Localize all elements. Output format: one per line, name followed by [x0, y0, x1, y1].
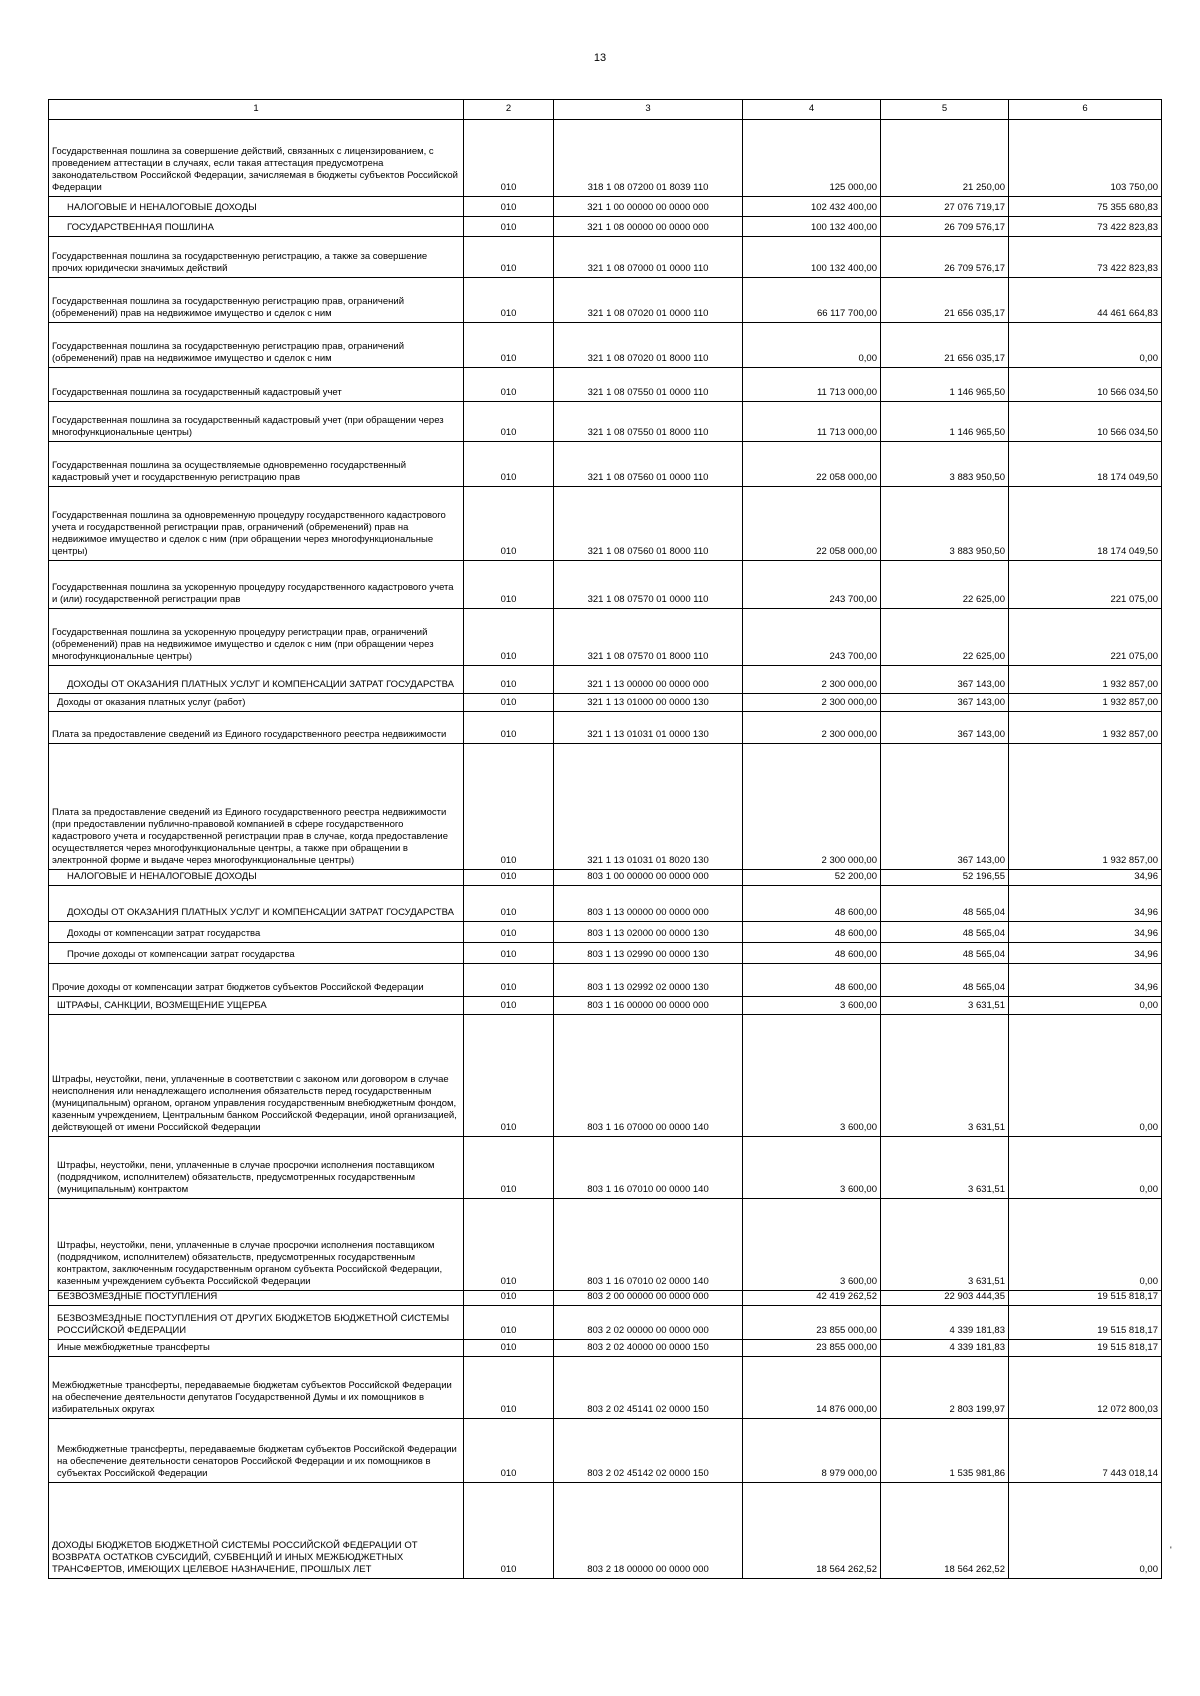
row-remaining-cell: 44 461 664,83: [1009, 278, 1162, 323]
row-plan-cell: 23 855 000,00: [743, 1340, 881, 1357]
table-row: [49, 964, 1162, 997]
row-executed-cell: 27 076 719,17: [881, 197, 1009, 217]
row-executed-cell: 3 631,51: [881, 1015, 1009, 1137]
row-executed-cell: 48 565,04: [881, 886, 1009, 922]
row-executed-cell: 22 903 444,35: [881, 1291, 1009, 1306]
row-remaining-cell: 7 443 018,14: [1009, 1419, 1162, 1483]
row-executed-cell: 21 656 035,17: [881, 278, 1009, 323]
row-executed-cell: 18 564 262,52: [881, 1483, 1009, 1579]
row-executed-cell: 48 565,04: [881, 964, 1009, 997]
row-code-cell: 010: [464, 1340, 554, 1357]
row-plan-cell: 22 058 000,00: [743, 487, 881, 561]
row-plan-cell: 48 600,00: [743, 886, 881, 922]
row-name-cell: Государственная пошлина за осуществляемые одновременно государственный кадастровый учет и государственную регистрацию прав: [49, 442, 464, 487]
row-remaining-cell: 34,96: [1009, 922, 1162, 943]
row-name-cell: ГОСУДАРСТВЕННАЯ ПОШЛИНА: [49, 217, 464, 237]
row-remaining-cell: 19 515 818,17: [1009, 1340, 1162, 1357]
row-plan-cell: 3 600,00: [743, 1137, 881, 1199]
scan-mark: ': [1170, 1545, 1172, 1555]
table-row: [49, 323, 1162, 368]
row-plan-cell: 102 432 400,00: [743, 197, 881, 217]
row-remaining-cell: 1 932 857,00: [1009, 712, 1162, 744]
table-row: [49, 744, 1162, 870]
table-row: [49, 1357, 1162, 1419]
row-name-cell: НАЛОГОВЫЕ И НЕНАЛОГОВЫЕ ДОХОДЫ: [49, 870, 464, 886]
row-plan-cell: 8 979 000,00: [743, 1419, 881, 1483]
row-name-cell: Государственная пошлина за государственную регистрацию прав, ограничений (обременений) прав на недвижимое имущество и сделок с ним: [49, 323, 464, 368]
row-name-cell: Штрафы, неустойки, пени, уплаченные в случае просрочки исполнения поставщиком (подрядчиком, исполнителем) обязательств, предусмотренных государственным (муниципальным) контрактом: [49, 1137, 464, 1199]
row-code-cell: 010: [464, 1291, 554, 1306]
row-name-cell: Доходы от компенсации затрат государства: [49, 922, 464, 943]
row-code-cell: 010: [464, 120, 554, 197]
row-code-cell: 010: [464, 1306, 554, 1340]
row-kbk-cell: 803 1 00 00000 00 0000 000: [554, 870, 743, 886]
row-code-cell: 010: [464, 922, 554, 943]
row-code-cell: 010: [464, 402, 554, 442]
row-code-cell: 010: [464, 323, 554, 368]
row-plan-cell: 22 058 000,00: [743, 442, 881, 487]
row-executed-cell: 48 565,04: [881, 943, 1009, 964]
row-code-cell: 010: [464, 1015, 554, 1137]
row-code-cell: 010: [464, 694, 554, 712]
row-remaining-cell: 0,00: [1009, 1483, 1162, 1579]
row-executed-cell: 3 883 950,50: [881, 442, 1009, 487]
row-executed-cell: 21 250,00: [881, 120, 1009, 197]
row-executed-cell: 22 625,00: [881, 609, 1009, 666]
row-kbk-cell: 803 2 02 45142 02 0000 150: [554, 1419, 743, 1483]
row-code-cell: 010: [464, 964, 554, 997]
row-kbk-cell: 321 1 00 00000 00 0000 000: [554, 197, 743, 217]
table-row: [49, 886, 1162, 922]
row-name-cell: Государственная пошлина за государственную регистрацию, а также за совершение прочих юридически значимых действий: [49, 237, 464, 278]
table-row: [49, 1291, 1162, 1306]
table-row: [49, 922, 1162, 943]
row-kbk-cell: 321 1 13 01031 01 0000 130: [554, 712, 743, 744]
table-row: [49, 120, 1162, 197]
row-name-cell: Прочие доходы от компенсации затрат государства: [49, 943, 464, 964]
row-name-cell: ДОХОДЫ БЮДЖЕТОВ БЮДЖЕТНОЙ СИСТЕМЫ РОССИЙСКОЙ ФЕДЕРАЦИИ ОТ ВОЗВРАТА ОСТАТКОВ СУБСИДИЙ, СУБВЕНЦИЙ И ИНЫХ МЕЖБЮДЖЕТНЫХ ТРАНСФЕРТОВ, ИМЕЮЩИХ ЦЕЛЕВОЕ НАЗНАЧЕНИЕ, ПРОШЛЫХ ЛЕТ: [49, 1483, 464, 1579]
row-name-cell: Межбюджетные трансферты, передаваемые бюджетам субъектов Российской Федерации на обеспечение деятельности сенаторов Российской Федерации и их помощников в субъектах Российской Федерации: [49, 1419, 464, 1483]
row-executed-cell: 52 196,55: [881, 870, 1009, 886]
table-row: [49, 278, 1162, 323]
header-cell-2: 2: [464, 100, 554, 120]
row-name-cell: Плата за предоставление сведений из Единого государственного реестра недвижимости: [49, 712, 464, 744]
row-kbk-cell: 321 1 08 07550 01 8000 110: [554, 402, 743, 442]
row-code-cell: 010: [464, 1357, 554, 1419]
table-row: [49, 1137, 1162, 1199]
row-remaining-cell: 12 072 800,03: [1009, 1357, 1162, 1419]
row-plan-cell: 11 713 000,00: [743, 368, 881, 402]
table-row: [49, 561, 1162, 609]
row-remaining-cell: 19 515 818,17: [1009, 1291, 1162, 1306]
row-code-cell: 010: [464, 666, 554, 694]
row-plan-cell: 48 600,00: [743, 922, 881, 943]
row-executed-cell: 4 339 181,83: [881, 1340, 1009, 1357]
row-name-cell: Государственная пошлина за ускоренную процедуру регистрации прав, ограничений (обременений) прав на недвижимое имущество и сделок с ним (при обращении через многофункциональные центры): [49, 609, 464, 666]
header-row: [49, 100, 1162, 120]
row-kbk-cell: 321 1 13 01031 01 8020 130: [554, 744, 743, 870]
row-remaining-cell: 1 932 857,00: [1009, 744, 1162, 870]
table-row: [49, 1199, 1162, 1291]
row-kbk-cell: 321 1 08 07560 01 8000 110: [554, 487, 743, 561]
row-executed-cell: 1 146 965,50: [881, 368, 1009, 402]
row-code-cell: 010: [464, 997, 554, 1015]
row-remaining-cell: 0,00: [1009, 1199, 1162, 1291]
row-name-cell: Иные межбюджетные трансферты: [49, 1340, 464, 1357]
row-remaining-cell: 34,96: [1009, 870, 1162, 886]
row-code-cell: 010: [464, 237, 554, 278]
table-row: [49, 694, 1162, 712]
row-name-cell: ДОХОДЫ ОТ ОКАЗАНИЯ ПЛАТНЫХ УСЛУГ И КОМПЕНСАЦИИ ЗАТРАТ ГОСУДАРСТВА: [49, 886, 464, 922]
table-row: [49, 1340, 1162, 1357]
row-code-cell: 010: [464, 744, 554, 870]
row-plan-cell: 3 600,00: [743, 997, 881, 1015]
row-executed-cell: 26 709 576,17: [881, 217, 1009, 237]
row-code-cell: 010: [464, 609, 554, 666]
row-plan-cell: 100 132 400,00: [743, 237, 881, 278]
row-executed-cell: 26 709 576,17: [881, 237, 1009, 278]
row-executed-cell: 3 631,51: [881, 997, 1009, 1015]
row-remaining-cell: 221 075,00: [1009, 561, 1162, 609]
row-remaining-cell: 75 355 680,83: [1009, 197, 1162, 217]
row-code-cell: 010: [464, 943, 554, 964]
row-name-cell: Штрафы, неустойки, пени, уплаченные в случае просрочки исполнения поставщиком (подрядчиком, исполнителем) обязательств, предусмотренных государственным контрактом, заключенным государственным органом субъекта Российской Федерации, казенным учреждением субъекта Российской Федерации: [49, 1199, 464, 1291]
table-row: [49, 870, 1162, 886]
row-plan-cell: 23 855 000,00: [743, 1306, 881, 1340]
row-remaining-cell: 0,00: [1009, 323, 1162, 368]
row-remaining-cell: 0,00: [1009, 997, 1162, 1015]
row-code-cell: 010: [464, 1419, 554, 1483]
row-name-cell: Плата за предоставление сведений из Единого государственного реестра недвижимости (при предоставлении публично-правовой компанией в сфере государственного кадастрового учета и государственной регистрации прав в случае, когда предоставление осуществляется через многофункциональные центры, а также при обращении в электронной форме и выдаче через многофункциональные центры): [49, 744, 464, 870]
row-kbk-cell: 803 2 02 40000 00 0000 150: [554, 1340, 743, 1357]
table-row: [49, 943, 1162, 964]
table-row: [49, 1419, 1162, 1483]
row-code-cell: 010: [464, 368, 554, 402]
row-remaining-cell: 0,00: [1009, 1015, 1162, 1137]
row-name-cell: БЕЗВОЗМЕЗДНЫЕ ПОСТУПЛЕНИЯ: [49, 1291, 464, 1306]
row-plan-cell: 0,00: [743, 323, 881, 368]
header-cell-3: 3: [554, 100, 743, 120]
row-plan-cell: 125 000,00: [743, 120, 881, 197]
row-executed-cell: 367 143,00: [881, 712, 1009, 744]
row-kbk-cell: 321 1 13 01000 00 0000 130: [554, 694, 743, 712]
row-kbk-cell: 803 1 13 00000 00 0000 000: [554, 886, 743, 922]
table-row: [49, 1483, 1162, 1579]
table-row: [49, 712, 1162, 744]
table-row: [49, 487, 1162, 561]
row-executed-cell: 1 535 981,86: [881, 1419, 1009, 1483]
row-plan-cell: 243 700,00: [743, 561, 881, 609]
row-kbk-cell: 318 1 08 07200 01 8039 110: [554, 120, 743, 197]
row-executed-cell: 3 631,51: [881, 1199, 1009, 1291]
revenue-table: [48, 99, 1162, 1579]
row-code-cell: 010: [464, 487, 554, 561]
row-executed-cell: 3 631,51: [881, 1137, 1009, 1199]
row-kbk-cell: 321 1 08 07570 01 0000 110: [554, 561, 743, 609]
header-cell-1: 1: [49, 100, 464, 120]
row-executed-cell: 4 339 181,83: [881, 1306, 1009, 1340]
row-remaining-cell: 1 932 857,00: [1009, 666, 1162, 694]
row-plan-cell: 42 419 262,52: [743, 1291, 881, 1306]
row-kbk-cell: 803 2 02 00000 00 0000 000: [554, 1306, 743, 1340]
row-code-cell: 010: [464, 1199, 554, 1291]
row-kbk-cell: 321 1 13 00000 00 0000 000: [554, 666, 743, 694]
row-plan-cell: 48 600,00: [743, 943, 881, 964]
row-plan-cell: 14 876 000,00: [743, 1357, 881, 1419]
row-name-cell: Государственная пошлина за государственный кадастровый учет: [49, 368, 464, 402]
row-name-cell: Доходы от оказания платных услуг (работ): [49, 694, 464, 712]
row-plan-cell: 2 300 000,00: [743, 744, 881, 870]
table-row: [49, 666, 1162, 694]
row-remaining-cell: 10 566 034,50: [1009, 402, 1162, 442]
row-kbk-cell: 803 1 16 07010 00 0000 140: [554, 1137, 743, 1199]
table-row: [49, 197, 1162, 217]
row-plan-cell: 100 132 400,00: [743, 217, 881, 237]
header-cell-5: 5: [881, 100, 1009, 120]
row-executed-cell: 367 143,00: [881, 694, 1009, 712]
row-kbk-cell: 803 1 13 02992 02 0000 130: [554, 964, 743, 997]
row-code-cell: 010: [464, 278, 554, 323]
row-remaining-cell: 34,96: [1009, 886, 1162, 922]
row-remaining-cell: 73 422 823,83: [1009, 237, 1162, 278]
row-kbk-cell: 803 1 16 07000 00 0000 140: [554, 1015, 743, 1137]
row-remaining-cell: 19 515 818,17: [1009, 1306, 1162, 1340]
table-row: [49, 237, 1162, 278]
row-plan-cell: 243 700,00: [743, 609, 881, 666]
row-name-cell: БЕЗВОЗМЕЗДНЫЕ ПОСТУПЛЕНИЯ ОТ ДРУГИХ БЮДЖЕТОВ БЮДЖЕТНОЙ СИСТЕМЫ РОССИЙСКОЙ ФЕДЕРАЦИИ: [49, 1306, 464, 1340]
row-kbk-cell: 803 1 13 02990 00 0000 130: [554, 943, 743, 964]
row-plan-cell: 11 713 000,00: [743, 402, 881, 442]
row-kbk-cell: 321 1 08 00000 00 0000 000: [554, 217, 743, 237]
row-name-cell: ШТРАФЫ, САНКЦИИ, ВОЗМЕЩЕНИЕ УЩЕРБА: [49, 997, 464, 1015]
table-row: [49, 442, 1162, 487]
row-code-cell: 010: [464, 561, 554, 609]
row-kbk-cell: 803 1 16 07010 02 0000 140: [554, 1199, 743, 1291]
row-remaining-cell: 1 932 857,00: [1009, 694, 1162, 712]
page-number: 13: [593, 52, 607, 64]
row-name-cell: Государственная пошлина за государственную регистрацию прав, ограничений (обременений) прав на недвижимое имущество и сделок с ним: [49, 278, 464, 323]
row-kbk-cell: 803 2 18 00000 00 0000 000: [554, 1483, 743, 1579]
row-remaining-cell: 221 075,00: [1009, 609, 1162, 666]
row-name-cell: Государственная пошлина за государственный кадастровый учет (при обращении через многофункциональные центры): [49, 402, 464, 442]
row-name-cell: Штрафы, неустойки, пени, уплаченные в соответствии с законом или договором в случае неисполнения или ненадлежащего исполнения обязательств перед государственным (муниципальным) органом, органом управления государственным внебюджетным фондом, казенным учреждением, Центральным банком Российской Федерации, иной организацией, действующей от имени Российской Федерации: [49, 1015, 464, 1137]
row-code-cell: 010: [464, 870, 554, 886]
table-row: [49, 1015, 1162, 1137]
row-plan-cell: 52 200,00: [743, 870, 881, 886]
row-kbk-cell: 321 1 08 07000 01 0000 110: [554, 237, 743, 278]
row-executed-cell: 3 883 950,50: [881, 487, 1009, 561]
row-remaining-cell: 18 174 049,50: [1009, 442, 1162, 487]
row-code-cell: 010: [464, 442, 554, 487]
row-name-cell: Государственная пошлина за одновременную процедуру государственного кадастрового учета и государственной регистрации прав, ограничений (обременений) прав на недвижимое имущество и сделок с ним (при обращении через многофункциональные центры): [49, 487, 464, 561]
row-kbk-cell: 321 1 08 07020 01 0000 110: [554, 278, 743, 323]
row-code-cell: 010: [464, 1137, 554, 1199]
row-plan-cell: 3 600,00: [743, 1015, 881, 1137]
row-kbk-cell: 803 2 00 00000 00 0000 000: [554, 1291, 743, 1306]
row-code-cell: 010: [464, 712, 554, 744]
row-remaining-cell: 18 174 049,50: [1009, 487, 1162, 561]
row-remaining-cell: 34,96: [1009, 964, 1162, 997]
row-plan-cell: 66 117 700,00: [743, 278, 881, 323]
row-kbk-cell: 803 1 13 02000 00 0000 130: [554, 922, 743, 943]
row-kbk-cell: 321 1 08 07020 01 8000 110: [554, 323, 743, 368]
row-name-cell: Государственная пошлина за ускоренную процедуру государственного кадастрового учета и (или) государственной регистрации прав: [49, 561, 464, 609]
row-kbk-cell: 803 1 16 00000 00 0000 000: [554, 997, 743, 1015]
row-plan-cell: 2 300 000,00: [743, 712, 881, 744]
row-kbk-cell: 803 2 02 45141 02 0000 150: [554, 1357, 743, 1419]
row-executed-cell: 22 625,00: [881, 561, 1009, 609]
header-cell-6: 6: [1009, 100, 1162, 120]
row-remaining-cell: 34,96: [1009, 943, 1162, 964]
row-code-cell: 010: [464, 217, 554, 237]
row-remaining-cell: 10 566 034,50: [1009, 368, 1162, 402]
table-row: [49, 402, 1162, 442]
row-executed-cell: 367 143,00: [881, 744, 1009, 870]
row-name-cell: Прочие доходы от компенсации затрат бюджетов субъектов Российской Федерации: [49, 964, 464, 997]
row-executed-cell: 2 803 199,97: [881, 1357, 1009, 1419]
row-plan-cell: 48 600,00: [743, 964, 881, 997]
row-remaining-cell: 103 750,00: [1009, 120, 1162, 197]
row-code-cell: 010: [464, 197, 554, 217]
row-kbk-cell: 321 1 08 07550 01 0000 110: [554, 368, 743, 402]
table-row: [49, 609, 1162, 666]
row-plan-cell: 2 300 000,00: [743, 666, 881, 694]
row-name-cell: Государственная пошлина за совершение действий, связанных с лицензированием, с проведением аттестации в случаях, если такая аттестация предусмотрена законодательством Российской Федерации, зачисляемая в бюджеты субъектов Российской Федерации: [49, 120, 464, 197]
row-executed-cell: 367 143,00: [881, 666, 1009, 694]
header-cell-4: 4: [743, 100, 881, 120]
row-name-cell: НАЛОГОВЫЕ И НЕНАЛОГОВЫЕ ДОХОДЫ: [49, 197, 464, 217]
row-remaining-cell: 0,00: [1009, 1137, 1162, 1199]
table-row: [49, 217, 1162, 237]
row-executed-cell: 1 146 965,50: [881, 402, 1009, 442]
row-executed-cell: 48 565,04: [881, 922, 1009, 943]
row-code-cell: 010: [464, 886, 554, 922]
table-row: [49, 1306, 1162, 1340]
table-row: [49, 997, 1162, 1015]
row-executed-cell: 21 656 035,17: [881, 323, 1009, 368]
row-kbk-cell: 321 1 08 07570 01 8000 110: [554, 609, 743, 666]
row-name-cell: Межбюджетные трансферты, передаваемые бюджетам субъектов Российской Федерации на обеспечение деятельности депутатов Государственной Думы и их помощников в избирательных округах: [49, 1357, 464, 1419]
row-plan-cell: 3 600,00: [743, 1199, 881, 1291]
row-code-cell: 010: [464, 1483, 554, 1579]
row-plan-cell: 18 564 262,52: [743, 1483, 881, 1579]
row-remaining-cell: 73 422 823,83: [1009, 217, 1162, 237]
row-kbk-cell: 321 1 08 07560 01 0000 110: [554, 442, 743, 487]
table-row: [49, 368, 1162, 402]
row-plan-cell: 2 300 000,00: [743, 694, 881, 712]
row-name-cell: ДОХОДЫ ОТ ОКАЗАНИЯ ПЛАТНЫХ УСЛУГ И КОМПЕНСАЦИИ ЗАТРАТ ГОСУДАРСТВА: [49, 666, 464, 694]
